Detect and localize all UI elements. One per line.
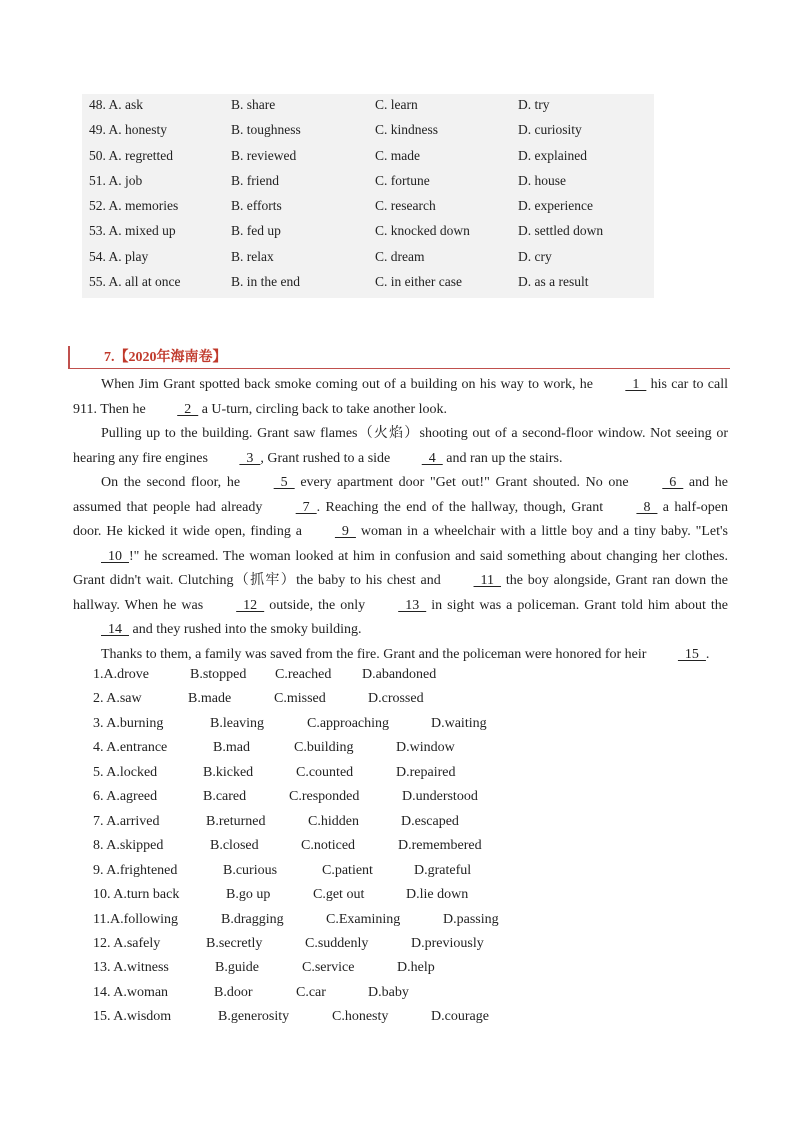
question-row	[0, 1009, 800, 1033]
question-option-c: C.noticed	[301, 838, 356, 853]
option-d: D. experience	[518, 198, 593, 213]
passage-text: When Jim Grant spotted back smoke coming out of a building on his way to work, he	[101, 377, 598, 392]
question-option-a: 3. A.burning	[93, 716, 164, 731]
blank-8: 8	[636, 499, 658, 515]
passage-text: and they rushed into the smoky building.	[129, 622, 362, 637]
blank-3: 3	[239, 450, 261, 466]
option-b: B. efforts	[231, 198, 282, 213]
question-option-a: 14. A.woman	[93, 985, 169, 1000]
question-option-b: B.stopped	[190, 667, 247, 682]
question-row	[0, 691, 800, 715]
option-a: 55. A. all at once	[89, 274, 181, 289]
section-number: 7.	[104, 350, 115, 365]
question-option-d: D.passing	[443, 912, 499, 927]
option-b: B. toughness	[231, 122, 301, 137]
question-option-d: D.repaired	[396, 765, 456, 780]
passage-text: Thanks to them, a family was saved from the fire. Grant and the policeman were honored for heir	[101, 646, 650, 662]
question-option-d: D.help	[397, 960, 435, 975]
option-a: 49. A. honesty	[89, 122, 168, 137]
blank-6: 6	[662, 475, 684, 490]
option-a: 51. A. job	[89, 173, 143, 188]
question-option-c: C.approaching	[307, 716, 390, 731]
options-row	[82, 122, 654, 147]
question-option-b: B.kicked	[203, 765, 254, 780]
passage-paragraph-2	[73, 422, 728, 471]
question-option-c: C.service	[302, 960, 355, 975]
question-option-c: C.suddenly	[305, 936, 369, 951]
question-option-b: B.returned	[206, 814, 266, 829]
question-option-c: C.missed	[274, 691, 326, 706]
passage-text: every apartment door "Get out!" Grant shouted. No one	[294, 475, 635, 490]
question-option-d: D.lie down	[406, 887, 469, 902]
option-c: C. kindness	[375, 122, 439, 137]
question-row	[0, 765, 800, 789]
passage-text: woman in a wheelchair with a little boy and a tiny baby. "Let's	[355, 524, 728, 539]
passage-text: Pulling up to the building. Grant saw flames（火焰）shooting out of a second-floor window. Not seeing or hearing any fire engines	[73, 426, 728, 466]
option-a: 54. A. play	[89, 249, 149, 264]
question-option-d: D.waiting	[431, 716, 487, 731]
option-c: C. research	[375, 198, 436, 213]
question-option-b: B.guide	[215, 960, 259, 975]
passage-text: On the second floor, he	[101, 475, 246, 490]
option-d: D. as a result	[518, 274, 589, 289]
option-c: C. learn	[375, 97, 418, 112]
question-row	[0, 789, 800, 813]
question-option-a: 7. A.arrived	[93, 814, 160, 829]
question-option-b: B.mad	[213, 740, 250, 755]
question-option-d: D.escaped	[401, 814, 459, 829]
passage-text: and he assumed that people had already	[73, 475, 728, 515]
question-option-a: 13. A.witness	[93, 960, 169, 975]
question-option-d: D.courage	[431, 1009, 489, 1024]
question-option-a: 1.A.drove	[93, 667, 149, 682]
option-b: B. friend	[231, 173, 279, 188]
options-row	[82, 249, 654, 274]
blank-5: 5	[273, 475, 295, 490]
option-a: 50. A. regretted	[89, 148, 173, 163]
options-row	[82, 173, 654, 198]
question-option-d: D.previously	[411, 936, 484, 951]
blank-15: 15	[677, 646, 706, 662]
blank-1: 1	[625, 377, 647, 392]
question-option-c: C.building	[294, 740, 354, 755]
question-option-b: B.closed	[210, 838, 259, 853]
question-row	[0, 863, 800, 887]
options-row	[82, 198, 654, 223]
passage-text: his car to call 911. Then he	[73, 377, 729, 417]
question-option-a: 5. A.locked	[93, 765, 158, 780]
option-a: 52. A. memories	[89, 198, 179, 213]
question-option-a: 9. A.frightened	[93, 863, 178, 878]
question-option-c: C.get out	[313, 887, 365, 902]
question-row	[0, 912, 800, 936]
options-row	[82, 274, 654, 299]
options-row	[82, 97, 654, 122]
blank-14: 14	[101, 622, 129, 637]
question-row	[0, 667, 800, 691]
option-d: D. house	[518, 173, 566, 188]
blank-7: 7	[295, 499, 317, 515]
question-option-d: D.crossed	[368, 691, 424, 706]
option-b: B. share	[231, 97, 276, 112]
blank-11: 11	[473, 573, 502, 588]
section-title: 【2020年海南卷】	[114, 350, 227, 365]
passage-paragraph-4	[73, 643, 728, 668]
passage-text: !" he screamed. The woman looked at him in confusion and said something about changing her clothes. Grant didn't wait. Clutching（抓牢）the baby to his chest and	[73, 548, 728, 588]
section-title-wrap	[104, 346, 227, 366]
passage-text: a half-open door. He kicked it wide open, finding a	[73, 499, 728, 539]
question-option-c: C.counted	[296, 765, 354, 780]
question-row	[0, 887, 800, 911]
question-option-c: C.reached	[275, 667, 332, 682]
question-row	[0, 960, 800, 984]
option-d: D. cry	[518, 249, 552, 264]
passage-text: . Reaching the end of the hallway, though, Grant	[316, 499, 609, 515]
passage-text: and ran up the stairs.	[442, 450, 563, 466]
question-option-d: D.window	[396, 740, 455, 755]
option-d: D. settled down	[518, 223, 604, 238]
question-option-b: B.secretly	[206, 936, 263, 951]
options-row	[82, 223, 654, 248]
question-option-c: C.honesty	[332, 1009, 389, 1024]
passage-text: .	[705, 646, 710, 662]
blank-10: 10	[101, 548, 129, 564]
option-c: C. dream	[375, 249, 425, 264]
question-option-a: 10. A.turn back	[93, 887, 180, 902]
question-option-a: 4. A.entrance	[93, 740, 168, 755]
option-c: C. fortune	[375, 173, 430, 188]
question-row	[0, 716, 800, 740]
question-row	[0, 838, 800, 862]
question-option-d: D.abandoned	[362, 667, 437, 682]
option-c: C. knocked down	[375, 223, 470, 238]
question-row	[0, 936, 800, 960]
question-option-b: B.leaving	[210, 716, 265, 731]
question-option-b: B.door	[214, 985, 253, 1000]
question-option-d: D.understood	[402, 789, 478, 804]
passage-text: in sight was a policeman. Grant told him about the	[426, 597, 728, 613]
cloze-passage	[73, 373, 728, 667]
question-option-b: B.cared	[203, 789, 247, 804]
blank-4: 4	[421, 450, 443, 466]
question-option-b: B.dragging	[221, 912, 284, 927]
question-option-c: C.hidden	[308, 814, 359, 829]
blank-2: 2	[177, 401, 199, 417]
option-b: B. reviewed	[231, 148, 297, 163]
blank-13: 13	[398, 597, 427, 613]
question-option-b: B.made	[188, 691, 232, 706]
question-option-c: C.patient	[322, 863, 373, 878]
option-b: B. relax	[231, 249, 274, 264]
option-d: D. try	[518, 97, 550, 112]
passage-text: , Grant rushed to a side	[260, 450, 394, 466]
question-option-a: 6. A.agreed	[93, 789, 158, 804]
question-option-c: C.Examining	[326, 912, 401, 927]
question-option-a: 8. A.skipped	[93, 838, 164, 853]
question-option-a: 12. A.safely	[93, 936, 161, 951]
option-d: D. explained	[518, 148, 587, 163]
options-table	[82, 94, 654, 298]
option-c: C. in either case	[375, 274, 462, 289]
passage-paragraph-3	[73, 471, 728, 643]
passage-text: a U-turn, circling back to take another look.	[198, 401, 448, 417]
question-option-c: C.car	[296, 985, 326, 1000]
question-row	[0, 814, 800, 838]
options-row	[82, 148, 654, 173]
passage-text: outside, the only	[264, 597, 371, 613]
option-b: B. in the end	[231, 274, 300, 289]
question-option-a: 2. A.saw	[93, 691, 142, 706]
blank-12: 12	[236, 597, 265, 613]
question-row	[0, 985, 800, 1009]
question-option-a: 15. A.wisdom	[93, 1009, 172, 1024]
blank-9: 9	[334, 524, 356, 539]
option-d: D. curiosity	[518, 122, 582, 137]
question-option-d: D.remembered	[398, 838, 482, 853]
question-option-a: 11.A.following	[93, 912, 179, 927]
question-option-c: C.responded	[289, 789, 360, 804]
option-c: C. made	[375, 148, 420, 163]
question-option-d: D.grateful	[414, 863, 472, 878]
question-option-b: B.curious	[223, 863, 278, 878]
passage-text: the boy alongside, Grant ran down the hallway. When he was	[73, 573, 728, 613]
passage-paragraph-1	[73, 373, 728, 422]
option-a: 48. A. ask	[89, 97, 143, 112]
question-option-b: B.go up	[226, 887, 271, 902]
question-row	[0, 740, 800, 764]
option-b: B. fed up	[231, 223, 281, 238]
section-heading	[68, 346, 730, 369]
question-option-d: D.baby	[368, 985, 409, 1000]
question-option-b: B.generosity	[218, 1009, 290, 1024]
option-a: 53. A. mixed up	[89, 223, 176, 238]
